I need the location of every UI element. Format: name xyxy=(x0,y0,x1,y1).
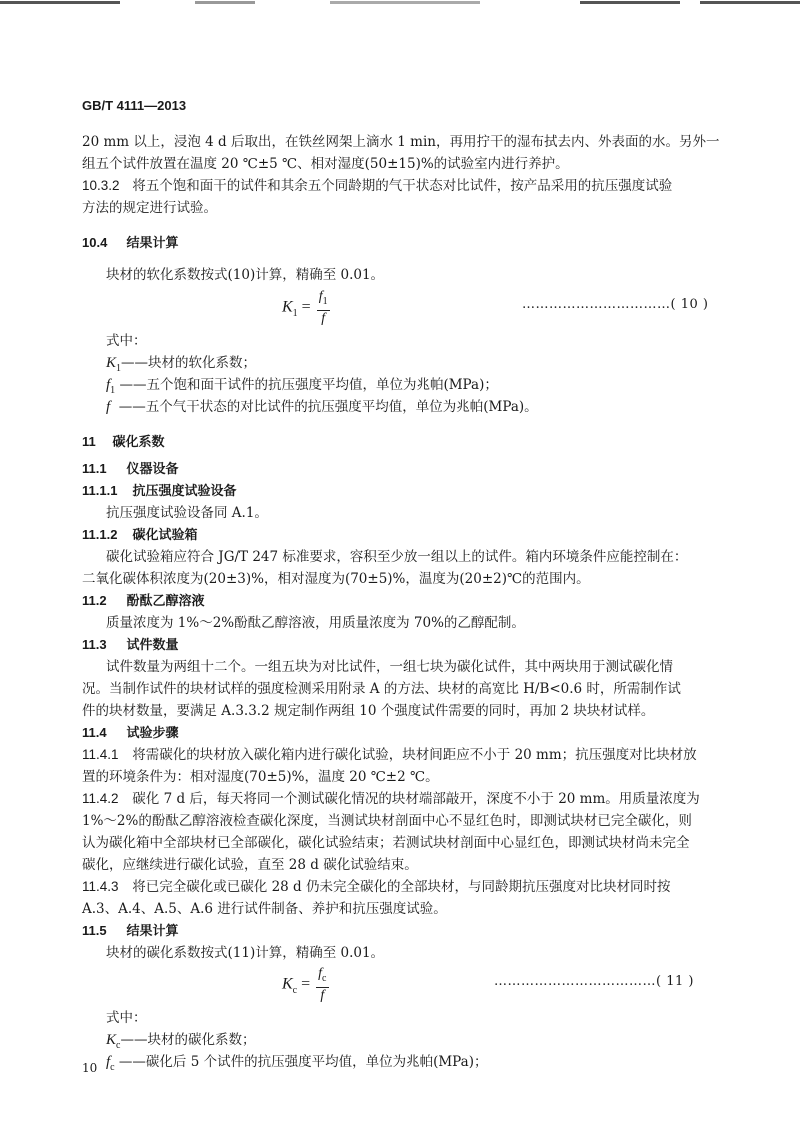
dash: —— xyxy=(110,399,146,415)
scan-top-edge xyxy=(0,0,800,5)
paragraph-line: 碳化，应继续进行碳化试验，直至 28 d 碳化试验结束。 xyxy=(82,857,418,873)
fraction xyxy=(316,966,328,1004)
paragraph-line: 件的块材数量，要满足 A.3.3.2 规定制作两组 10 个强度试件需要的同时，再加 2 块块材试样。 xyxy=(82,703,655,719)
numerator-sub: 1 xyxy=(322,295,328,307)
definition-item xyxy=(106,397,538,417)
leader-dots: ……………………………… xyxy=(494,974,656,989)
heading-title: 仪器设备 xyxy=(126,462,179,477)
leader-dots: …………………………… xyxy=(522,297,671,312)
paragraph-line: 况。当制作试件的块材试样的强度检测采用附录 A 的方法、块材的高宽比 H/B<0.6 时，所需制作试 xyxy=(82,681,681,697)
heading-10-4 xyxy=(82,233,179,254)
dash: —— xyxy=(114,1054,146,1070)
formula-lhs-sub: c xyxy=(292,984,298,996)
clause-11-4-2 xyxy=(82,789,700,809)
paragraph-line: 20 mm 以上，浸泡 4 d 后取出，在铁丝网架上滴水 1 min，再用拧干的湿布拭去内、外表面的水。另外一 xyxy=(82,134,720,150)
dash: —— xyxy=(115,377,147,393)
heading-11-1-1 xyxy=(82,481,237,502)
paragraph-line: A.3、A.4、A.5、A.6 进行试件制备、养护和抗压强度试验。 xyxy=(82,901,447,917)
equation-number-leader xyxy=(522,297,708,312)
clause-text: 碳化 7 d 后，每天将同一个测试碳化情况的块材端部敲开，深度不小于 20 mm。用质量浓度为 xyxy=(132,791,700,807)
definition-text: 碳化后 5 个试件的抗压强度平均值，单位为兆帕(MPa)； xyxy=(145,1054,488,1070)
clause-number: 11.4.2 xyxy=(82,791,119,806)
heading-number: 11.5 xyxy=(82,923,107,938)
equals-sign: = xyxy=(301,975,311,993)
heading-11-2 xyxy=(82,591,205,612)
fraction xyxy=(317,289,330,327)
clause-number: 10.3.2 xyxy=(82,178,120,193)
paragraph-line: 质量浓度为 1%～2%酚酞乙醇溶液，用质量浓度为 70%的乙醇配制。 xyxy=(106,615,525,631)
heading-number: 11.1 xyxy=(82,461,107,476)
heading-number: 11 xyxy=(82,434,96,449)
heading-number: 11.4 xyxy=(82,725,107,740)
definition-text: 五个气干状态的对比试件的抗压强度平均值，单位为兆帕(MPa)。 xyxy=(145,399,538,415)
formula-expression xyxy=(282,289,330,327)
heading-11 xyxy=(82,432,165,453)
symbol: $K_1$ xyxy=(106,355,122,374)
heading-title: 酚酞乙醇溶液 xyxy=(126,594,205,609)
clause-number: 11.4.1 xyxy=(82,747,119,762)
denominator: f xyxy=(320,987,325,1003)
heading-number: 11.1.2 xyxy=(82,527,118,542)
formula-expression xyxy=(282,966,329,1004)
symbol: $K_c$ xyxy=(106,1032,121,1051)
symbol: $f_1$ xyxy=(106,377,116,396)
definition-text: 五个饱和面干试件的抗压强度平均值，单位为兆帕(MPa)； xyxy=(146,377,498,393)
paragraph-line: 块材的软化系数按式(10)计算，精确至 0.01。 xyxy=(106,267,385,283)
definition-item xyxy=(106,1052,487,1078)
heading-11-4 xyxy=(82,723,179,744)
equation-number: ( 10 ) xyxy=(670,297,709,312)
page-number: 10 xyxy=(82,1061,98,1075)
paragraph-line: 二氧化碳体积浓度为(20±3)%，相对湿度为(70±5)%，温度为(20±2)℃的范围内。 xyxy=(82,571,590,587)
heading-11-1-2 xyxy=(82,525,198,546)
paragraph-line: 认为碳化箱中全部块材已全部碳化，碳化试验结束；若测试块材剖面中心显红色，即测试块材尚未完全 xyxy=(82,835,690,851)
paragraph-line: 抗压强度试验设备同 A.1。 xyxy=(106,505,268,521)
where-label: 式中： xyxy=(106,1010,147,1026)
formula-lhs: K xyxy=(282,975,293,993)
paragraph-line: 碳化试验箱应符合 JG/T 247 标准要求，容积至少放一组以上的试件。箱内环境条件应能控制在： xyxy=(106,549,688,565)
heading-title: 碳化试验箱 xyxy=(132,528,198,543)
numerator xyxy=(317,289,330,311)
heading-11-5 xyxy=(82,921,179,942)
numerator-sub: c xyxy=(322,972,327,984)
heading-number: 11.2 xyxy=(82,593,107,608)
paragraph-line: 组五个试件放置在温度 20 ℃±5 ℃、相对湿度(50±15)%的试验室内进行养护。 xyxy=(82,156,569,172)
equation-number: ( 11 ) xyxy=(656,974,694,989)
definition-text: 块材的软化系数； xyxy=(148,355,257,371)
symbol: $f_c$ xyxy=(106,1054,115,1073)
symbol: f xyxy=(106,399,111,415)
paragraph-line: 块材的碳化系数按式(11)计算，精确至 0.01。 xyxy=(106,945,385,961)
numerator-symbol: f xyxy=(318,289,323,304)
heading-number: 10.4 xyxy=(82,235,108,250)
heading-number: 11.1.1 xyxy=(82,483,118,498)
standard-code-header: GB/T 4111—2013 xyxy=(82,98,187,113)
heading-11-1 xyxy=(82,459,179,480)
paragraph-line: 置的环境条件为：相对湿度(70±5)%，温度 20 ℃±2 ℃。 xyxy=(82,769,439,785)
dash: —— xyxy=(120,1032,148,1048)
heading-title: 试验步骤 xyxy=(126,726,179,741)
clause-10-3-2 xyxy=(82,176,672,196)
equals-sign: = xyxy=(301,298,311,316)
heading-title: 试件数量 xyxy=(126,638,179,653)
clause-text: 将已完全碳化或已碳化 28 d 仍未完全碳化的全部块材，与同龄期抗压强度对比块材同时按 xyxy=(132,879,671,895)
numerator-symbol: f xyxy=(318,966,323,981)
heading-11-3 xyxy=(82,635,179,656)
clause-text: 将需碳化的块材放入碳化箱内进行碳化试验，块材间距应不小于 20 mm；抗压强度对比块材放 xyxy=(132,747,697,763)
heading-title: 结果计算 xyxy=(126,236,179,251)
clause-number: 11.4.3 xyxy=(82,879,119,894)
denominator: f xyxy=(321,310,326,326)
heading-title: 抗压强度试验设备 xyxy=(132,484,237,499)
paragraph-line: 1%～2%的酚酞乙醇溶液检查碳化深度，当测试块材剖面中心不显红色时，即测试块材已完全碳化，则 xyxy=(82,813,692,829)
definition-text: 块材的碳化系数； xyxy=(147,1032,256,1048)
numerator xyxy=(316,966,328,988)
formula-lhs: K xyxy=(282,298,293,316)
where-label: 式中： xyxy=(106,333,147,349)
clause-11-4-3 xyxy=(82,877,671,897)
paragraph-line: 方法的规定进行试验。 xyxy=(82,200,217,216)
formula-11 xyxy=(82,962,722,1006)
heading-title: 碳化系数 xyxy=(112,435,165,450)
heading-title: 结果计算 xyxy=(126,924,179,939)
equation-number-leader xyxy=(494,974,694,989)
clause-11-4-1 xyxy=(82,745,697,765)
paragraph-line: 试件数量为两组十二个。一组五块为对比试件，一组七块为碳化试件，其中两块用于测试碳化情 xyxy=(106,659,673,675)
formula-10 xyxy=(82,285,722,329)
heading-number: 11.3 xyxy=(82,637,107,652)
formula-lhs-sub: 1 xyxy=(292,307,298,319)
dash: —— xyxy=(121,355,149,371)
clause-text: 将五个饱和面干的试件和其余五个同龄期的气干状态对比试件，按产品采用的抗压强度试验 xyxy=(132,178,673,194)
